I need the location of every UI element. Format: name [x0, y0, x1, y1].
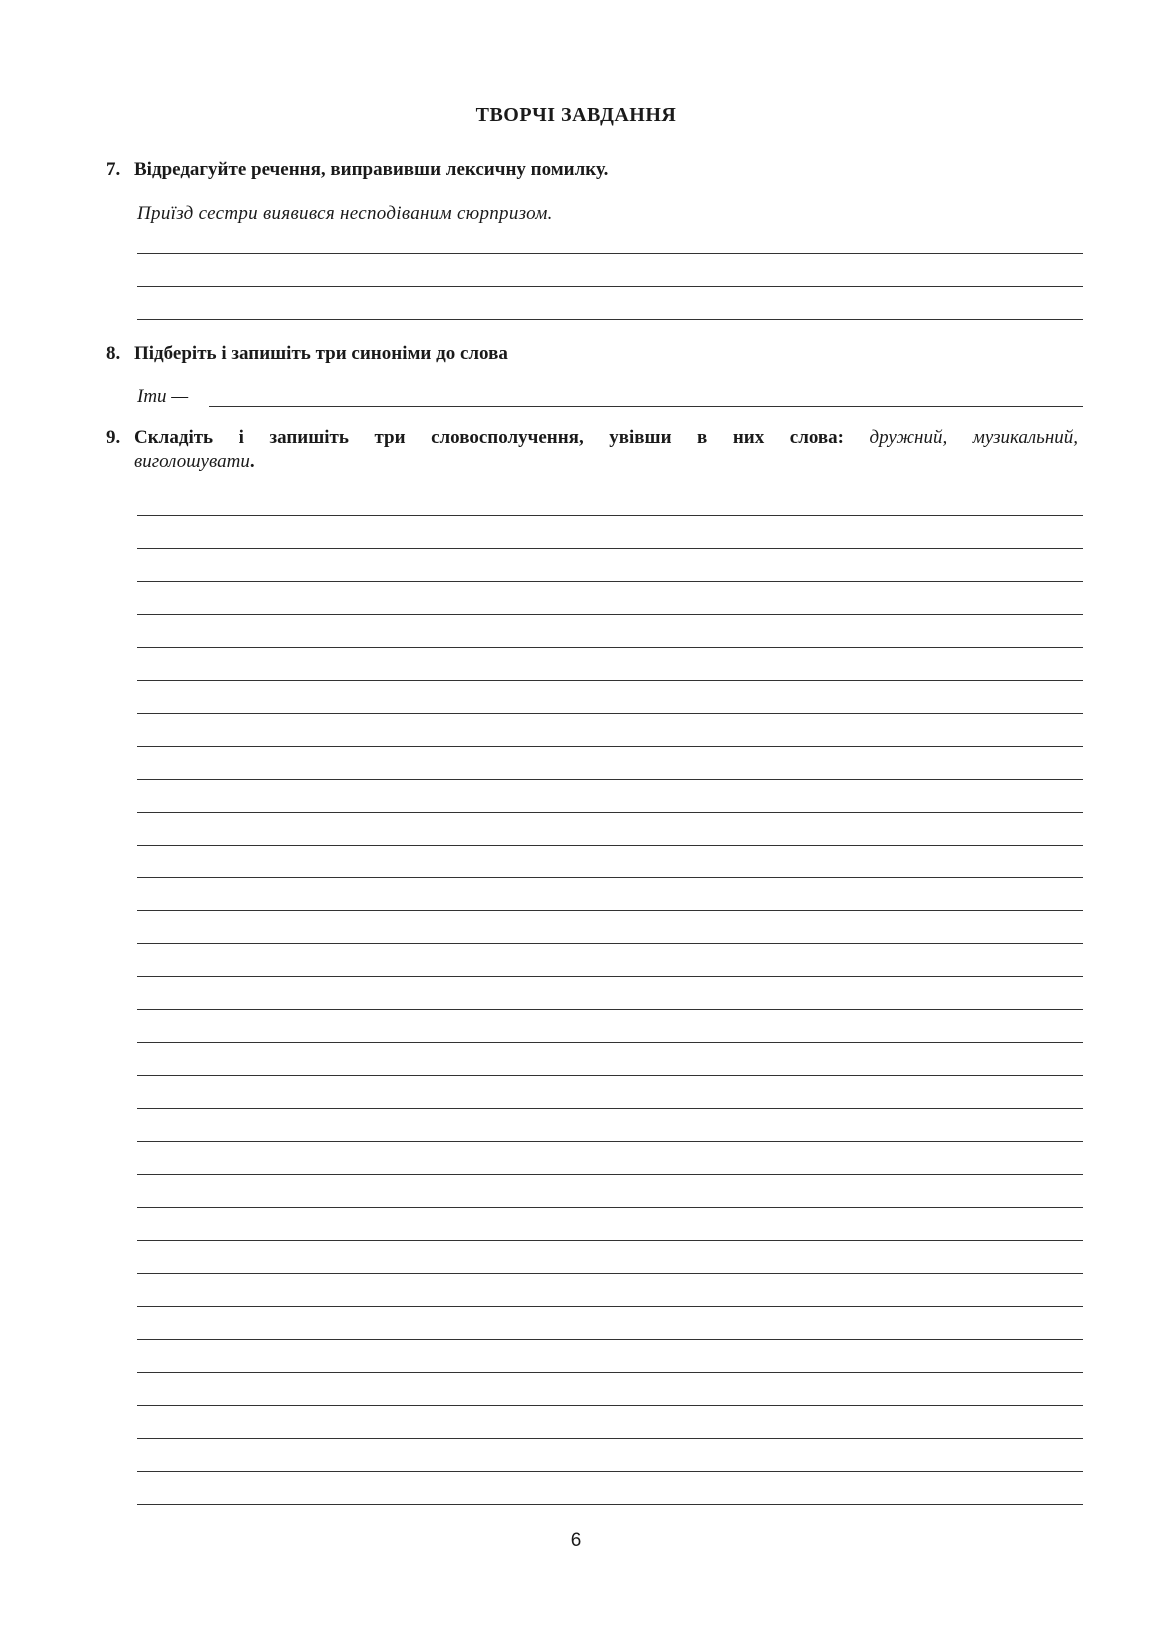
answer-line[interactable] [137, 1042, 1083, 1043]
answer-line[interactable] [137, 1108, 1083, 1109]
answer-line[interactable] [137, 319, 1083, 320]
page-title: ТВОРЧІ ЗАВДАННЯ [475, 104, 677, 126]
answer-line[interactable] [137, 976, 1083, 977]
answer-line[interactable] [137, 812, 1083, 813]
task-9-number: 9. [106, 427, 121, 448]
answer-line[interactable] [137, 1009, 1083, 1010]
answer-line[interactable] [137, 1273, 1083, 1274]
answer-line[interactable] [137, 253, 1083, 254]
task-9-word-1: дружний, [869, 427, 948, 448]
answer-line[interactable] [137, 1405, 1083, 1406]
answer-line[interactable] [137, 1240, 1083, 1241]
task-9-word-3: виголошувати [134, 451, 250, 472]
answer-line[interactable] [137, 877, 1083, 878]
answer-line[interactable] [137, 779, 1083, 780]
task-8-instruction: Підберіть і запишіть три синоніми до слова [134, 343, 508, 364]
answer-line[interactable] [137, 1306, 1083, 1307]
task-7-sentence: Приїзд сестри виявився несподіваним сюрпризом. [137, 203, 553, 224]
task-7-number: 7. [106, 159, 121, 180]
answer-line[interactable] [137, 1504, 1083, 1505]
answer-line[interactable] [137, 1075, 1083, 1076]
task-9-word-2: музикальний, [972, 427, 1079, 448]
answer-line[interactable] [137, 1141, 1083, 1142]
answer-line[interactable] [209, 406, 1083, 407]
answer-line[interactable] [137, 647, 1083, 648]
answer-line[interactable] [137, 746, 1083, 747]
answer-line[interactable] [137, 1372, 1083, 1373]
task-9-first-line [134, 426, 1078, 450]
answer-line[interactable] [137, 1174, 1083, 1175]
task-9-body [106, 426, 1078, 474]
task-7-instruction: Відредагуйте речення, виправивши лексичну помилку. [134, 159, 609, 180]
page-number: 6 [570, 1530, 582, 1551]
answer-line[interactable] [137, 286, 1083, 287]
answer-line[interactable] [137, 581, 1083, 582]
answer-line[interactable] [137, 1438, 1083, 1439]
answer-line[interactable] [137, 1207, 1083, 1208]
answer-line[interactable] [137, 910, 1083, 911]
answer-line[interactable] [137, 680, 1083, 681]
answer-line[interactable] [137, 515, 1083, 516]
task-8-word: Іти — [137, 386, 189, 407]
answer-line[interactable] [137, 845, 1083, 846]
answer-line[interactable] [137, 614, 1083, 615]
task-9 [106, 426, 1078, 474]
answer-line[interactable] [137, 1471, 1083, 1472]
answer-line[interactable] [137, 943, 1083, 944]
task-9-instruction: Складіть і запишіть три словосполучення, увівши в них слова: [134, 427, 844, 448]
answer-line[interactable] [137, 1339, 1083, 1340]
task-9-end: . [249, 451, 255, 472]
task-8 [106, 342, 1078, 366]
answer-line[interactable] [137, 548, 1083, 549]
task-9-second-line [134, 451, 255, 472]
answer-line[interactable] [137, 713, 1083, 714]
task-8-number: 8. [106, 343, 121, 364]
task-7 [106, 158, 1078, 182]
